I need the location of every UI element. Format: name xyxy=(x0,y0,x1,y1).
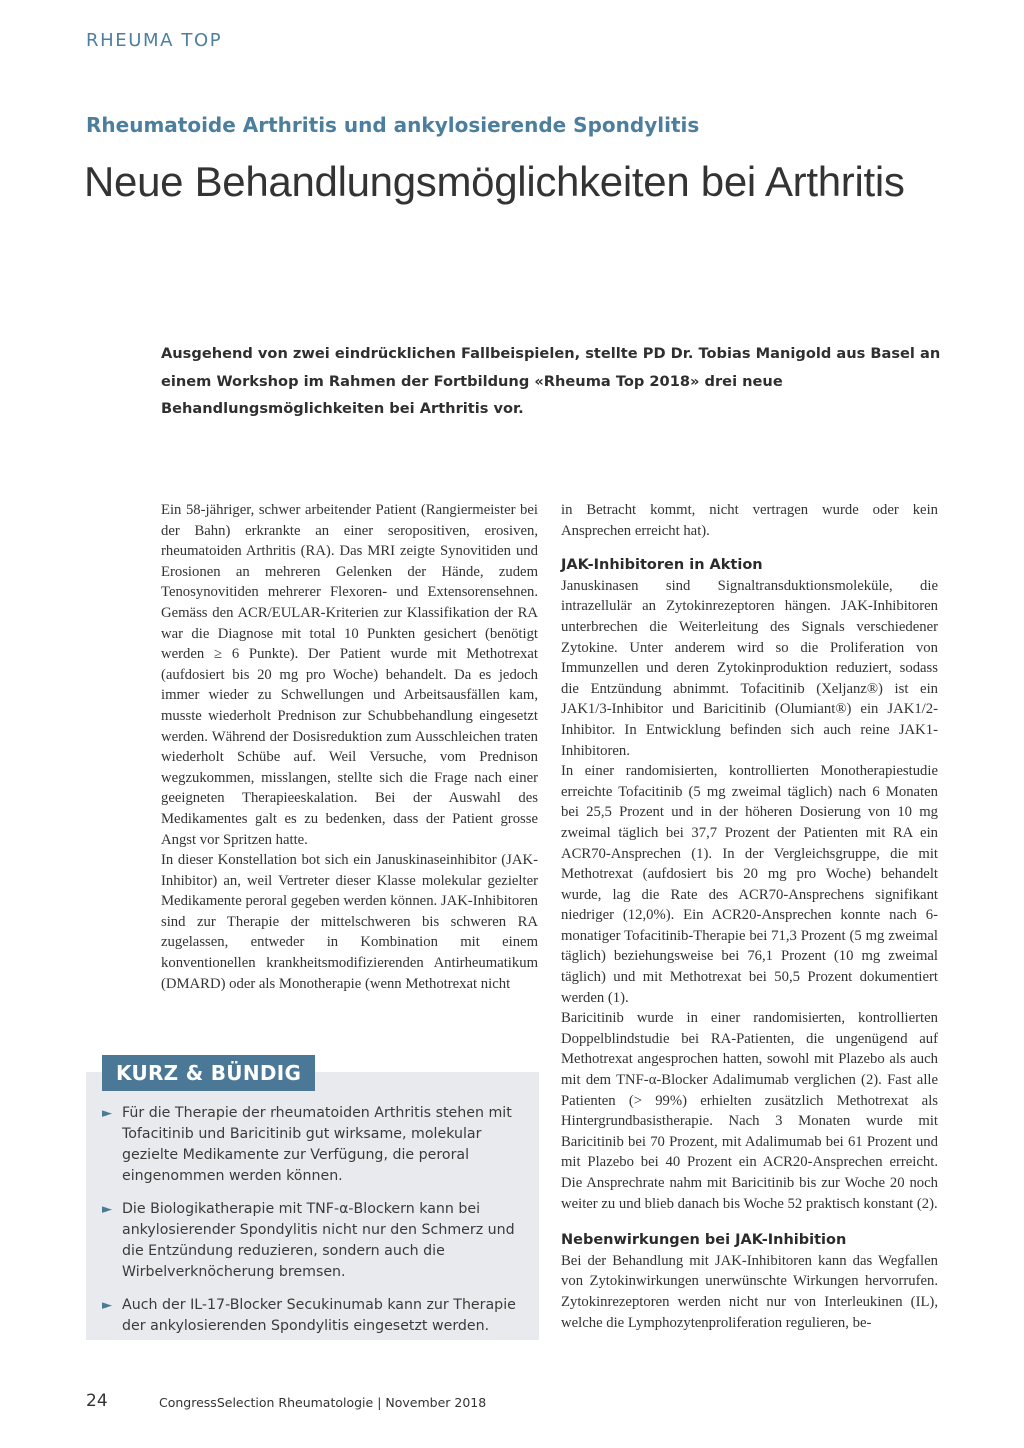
subheading-jak-inhibitors: JAK-Inhibitoren in Aktion xyxy=(561,557,763,574)
summary-list xyxy=(102,1103,526,1349)
triangle-bullet-icon: ► xyxy=(102,1106,112,1121)
body-paragraph: in Betracht kommt, nicht vertragen wurde oder kein Ansprechen erreicht hat). xyxy=(561,502,938,539)
body-paragraph: Januskinasen sind Signaltransduktionsmoleküle, die intrazellulär an Zytokinrezeptoren hängen. JAK-Inhibitoren unterbrechen die Weiterleitung des Signals verschiedener Zytokine. Unter anderem wird so die Proliferation von Immunzellen und deren Zytokinproduktion reduziert, sodass die Entzündung abnimmt. Tofacitinib (Xeljanz®) ist ein JAK1/3-Inhibitor und Baricitinib (Olumiant®) ein JAK1/2-Inhibitor. In Entwicklung befinden sich auch reine JAK1-Inhibitoren. xyxy=(561,577,938,759)
body-paragraph: In dieser Konstellation bot sich ein Januskinaseinhibitor (JAK-Inhibitor) an, weil Vertreter dieser Klasse molekular gezielter Medikamente peroral gegeben werden können. JAK-Inhibitoren sind zur Therapie der mittelschweren bis schweren RA zugelassen, entweder in Kombination mit einem konventionellen krankheitsmodifizierenden Antirheumatikum (DMARD) oder als Monotherapie (wenn Methotrexat nicht xyxy=(161,852,538,992)
lead-paragraph: Ausgehend von zwei eindrücklichen Fallbeispielen, stellte PD Dr. Tobias Manigold aus Basel an einem Workshop im Rahmen der Fortbildung «Rheuma Top 2018» drei neue Behandlungsmöglichkeiten bei Arthritis vor. xyxy=(161,345,941,417)
summary-item xyxy=(102,1199,526,1283)
summary-item-text: Die Biologikatherapie mit TNF-α-Blockern kann bei ankylosierender Spondylitis nicht nur den Schmerz und die Entzündung reduzieren, sondern auch die Wirbelverknöcherung bremsen. xyxy=(122,1201,515,1280)
summary-item-text: Auch der IL-17-Blocker Secukinumab kann zur Therapie der ankylosierenden Spondylitis eingesetzt werden. xyxy=(122,1297,516,1334)
footer-publication: CongressSelection Rheumatologie | November 2018 xyxy=(159,1395,487,1410)
body-paragraph: Ein 58-jähriger, schwer arbeitender Patient (Rangiermeister bei der Bahn) erkrankte an einer seropositiven, erosiven, rheumatoiden Arthritis (RA). Das MRI zeigte Synovitiden und Erosionen an mehreren Gelenken der Hände, zudem Tenosynovitiden mehrerer Flexoren- und Extensorensehnen. Gemäss den ACR/EULAR-Kriterien zur Klassifikation der RA war die Diagnose mit total 10 Punkten gesichert (benötigt werden ≥ 6 Punkte). Der Patient wurde mit Methotrexat (aufdosiert bis 20 mg pro Woche) behandelt. Da es jedoch immer wieder zu Schwellungen und Arbeitsausfällen kam, musste wiederholt Prednison zur Schubbehandlung eingesetzt werden. Während der Dosisreduktion zum Ausschleichen traten wiederholt Schübe auf. Weil Versuche, vom Prednison wegzukommen, misslangen, stellte sich die Frage nach einer geeigneten Therapieeskalation. Bei der Auswahl des Medikamentes galt es zu bedenken, dass der Patient grosse Angst vor Spritzen hatte. xyxy=(161,502,538,848)
body-paragraph: In einer randomisierten, kontrollierten Monotherapiestudie erreichte Tofacitinib (5 mg zweimal täglich) nach 6 Monaten bei 25,5 Prozent und in der höheren Dosierung von 10 mg zweimal täglich bei 37,7 Prozent der Patienten mit RA ein ACR70-Ansprechen (1). In der Vergleichsgruppe, die mit Methotrexat (aufdosiert bis 20 mg pro Woche) behandelt wurde, lag die Rate des ACR70-Ansprechens signifikant niedriger (12,0%). Ein ACR20-Ansprechen konnte nach 6-monatiger Tofacitinib-Therapie bei 71,3 Prozent (5 mg zweimal täglich) beziehungsweise bei 76,1 Prozent (10 mg zweimal täglich) und mit Methotrexat bei 50,5 Prozent dokumentiert werden (1). xyxy=(561,763,938,1006)
article-title: Neue Behandlungsmöglichkeiten bei Arthritis xyxy=(84,158,905,205)
body-column-left xyxy=(161,500,538,994)
body-column-right xyxy=(561,500,938,1333)
summary-item-text: Für die Therapie der rheumatoiden Arthritis stehen mit Tofacitinib und Baricitinib gut wirksame, molekular gezielte Medikamente zur Verfügung, die peroral eingenommen werden können. xyxy=(122,1105,512,1184)
article-kicker: Rheumatoide Arthritis und ankylosierende Spondylitis xyxy=(86,113,700,137)
triangle-bullet-icon: ► xyxy=(102,1202,112,1217)
summary-title: KURZ & BÜNDIG xyxy=(102,1055,315,1091)
subheading-side-effects: Nebenwirkungen bei JAK-Inhibition xyxy=(561,1232,847,1249)
summary-item xyxy=(102,1295,526,1337)
section-label: RHEUMA TOP xyxy=(86,30,223,51)
page-number: 24 xyxy=(86,1391,108,1411)
body-paragraph: Baricitinib wurde in einer randomisierten, kontrollierten Doppelblindstudie bei RA-Patienten, die ungenügend auf Methotrexat angesprochen hatten, sowohl mit Plazebo als auch mit dem TNF-α-Blocker Adalimumab verglichen (2). Fast alle Patienten (> 99%) erhielten zusätzlich Methotrexat als Hintergrundbasistherapie. Nach 3 Monaten wurde mit Baricitinib bei 70 Prozent, mit Adalimumab bei 61 Prozent und mit Plazebo bei 40 Prozent ein ACR20-Ansprechen erreicht. Die Ansprechrate nahm mit Baricitinib bis zur Woche 20 noch weiter zu und blieb danach bis Woche 52 praktisch konstant (2). xyxy=(561,1010,938,1212)
summary-item xyxy=(102,1103,526,1187)
body-paragraph: Bei der Behandlung mit JAK-Inhibitoren kann das Wegfallen von Zytokinwirkungen unerwünschte Wirkungen hervorrufen. Zytokinrezeptoren werden nicht nur von Interleukinen (IL), welche die Lymphozytenproliferation regulieren, be- xyxy=(561,1252,938,1331)
triangle-bullet-icon: ► xyxy=(102,1298,112,1313)
